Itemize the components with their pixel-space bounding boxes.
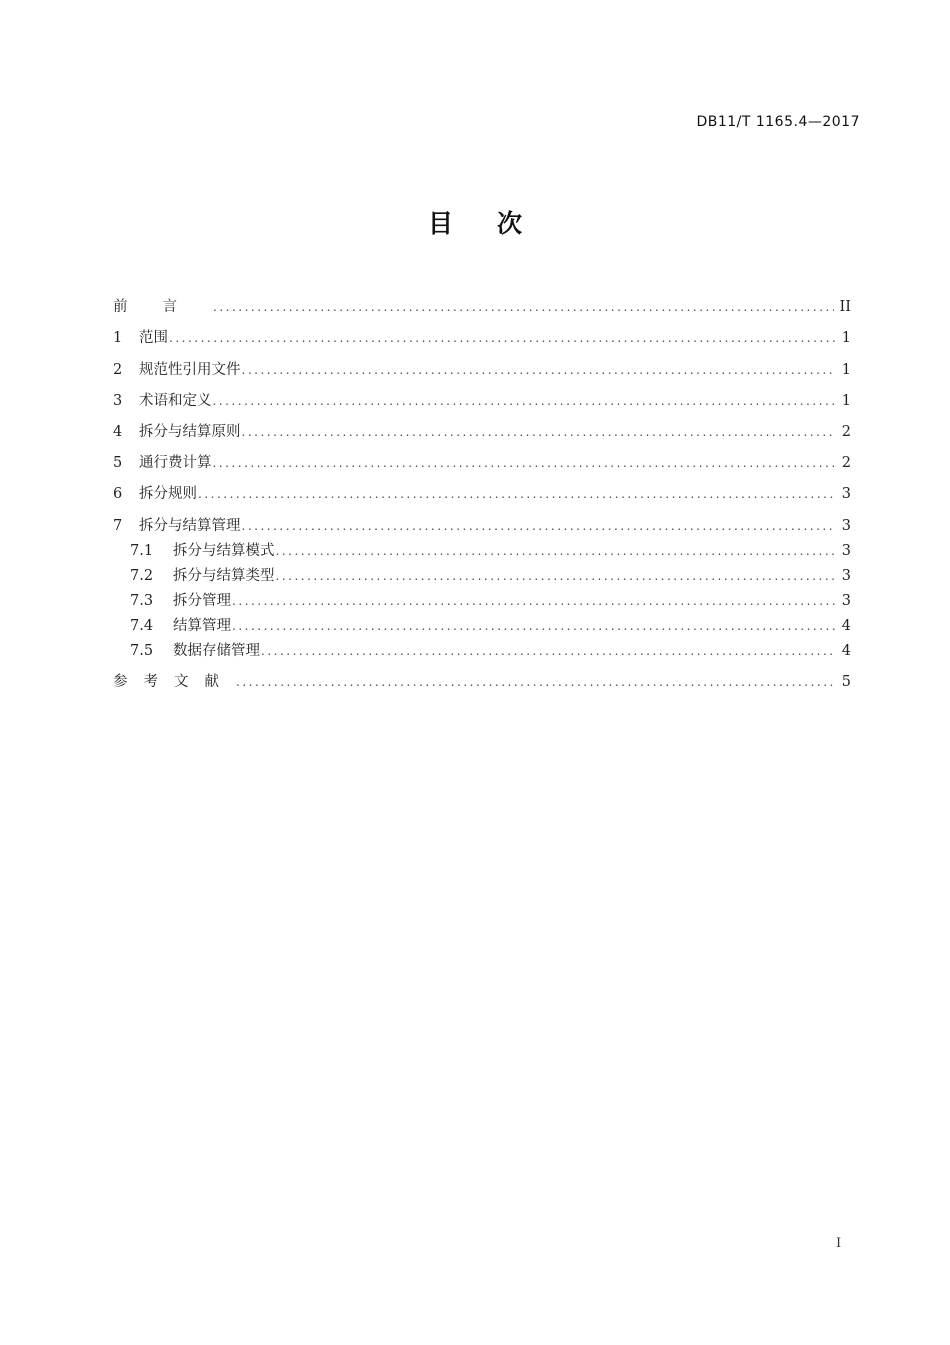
toc-entry-page: 4 <box>841 642 851 659</box>
toc-entry-label: 规范性引用文件 <box>139 361 241 378</box>
toc-entry-number: 2 <box>113 361 123 378</box>
toc-entry-7-5[interactable] <box>113 636 851 661</box>
toc-entry-page: 2 <box>841 455 851 472</box>
toc-entry-number: 7 <box>113 517 123 534</box>
toc-entry-label: 拆分规则 <box>139 486 197 503</box>
toc-entry-label: 拆分与结算原则 <box>139 423 241 440</box>
dot-leader <box>213 391 836 411</box>
dot-leader <box>213 297 834 317</box>
dot-leader <box>232 591 835 611</box>
toc-entry-label: 拆分与结算管理 <box>139 517 241 534</box>
toc-entry-label: 通行费计算 <box>139 455 212 472</box>
toc-entry-page: 1 <box>841 361 851 378</box>
toc-entry-page: 3 <box>841 592 851 609</box>
toc-entry-label: 拆分管理 <box>173 592 231 609</box>
toc-entry-number: 1 <box>113 330 123 347</box>
toc-entry-label: 参考文献 <box>113 673 235 690</box>
table-of-contents <box>113 286 851 692</box>
toc-entry-page: 2 <box>841 423 851 440</box>
dot-leader <box>198 484 835 504</box>
page-title: 目次 <box>427 209 566 238</box>
toc-entry-label: 前言 <box>113 299 212 316</box>
toc-entry-5[interactable] <box>113 442 851 473</box>
toc-entry-foreword[interactable] <box>113 286 851 317</box>
toc-entry-page: II <box>839 299 851 316</box>
toc-entry-label: 数据存储管理 <box>173 642 260 659</box>
dot-leader <box>276 566 836 586</box>
toc-entry-number: 7.3 <box>130 592 154 609</box>
toc-entry-1[interactable] <box>113 317 851 348</box>
toc-entry-number: 5 <box>113 455 123 472</box>
document-code: DB11/T 1165.4—2017 <box>696 114 860 130</box>
toc-entry-label: 拆分与结算模式 <box>173 542 275 559</box>
toc-entry-number: 7.5 <box>130 642 154 659</box>
toc-entry-number: 6 <box>113 486 123 503</box>
dot-leader <box>242 360 836 380</box>
toc-entry-7-1[interactable] <box>113 536 851 561</box>
toc-entry-7-2[interactable] <box>113 561 851 586</box>
dot-leader <box>242 422 836 442</box>
toc-entry-label: 结算管理 <box>173 617 231 634</box>
dot-leader <box>261 641 835 661</box>
dot-leader <box>213 453 836 473</box>
toc-entry-page: 3 <box>841 517 851 534</box>
toc-entry-label: 范围 <box>139 330 168 347</box>
page-number: I <box>836 1236 842 1251</box>
toc-entry-page: 5 <box>841 673 851 690</box>
toc-entry-7[interactable] <box>113 504 851 535</box>
toc-entry-page: 1 <box>841 330 851 347</box>
toc-entry-label: 拆分与结算类型 <box>173 567 275 584</box>
toc-entry-page: 4 <box>841 617 851 634</box>
toc-entry-number: 7.2 <box>130 567 154 584</box>
toc-entry-number: 7.1 <box>130 542 154 559</box>
toc-entry-page: 3 <box>841 542 851 559</box>
toc-entry-7-3[interactable] <box>113 586 851 611</box>
toc-entry-number: 7.4 <box>130 617 154 634</box>
dot-leader <box>276 541 836 561</box>
toc-entry-label: 术语和定义 <box>139 392 212 409</box>
toc-entry-page: 1 <box>841 392 851 409</box>
toc-entry-page: 3 <box>841 486 851 503</box>
dot-leader <box>169 328 835 348</box>
dot-leader <box>236 672 835 692</box>
dot-leader <box>232 616 835 636</box>
dot-leader <box>242 516 836 536</box>
toc-entry-references[interactable] <box>113 661 851 692</box>
toc-entry-4[interactable] <box>113 411 851 442</box>
toc-entry-3[interactable] <box>113 380 851 411</box>
toc-entry-7-4[interactable] <box>113 611 851 636</box>
toc-entry-page: 3 <box>841 567 851 584</box>
toc-entry-6[interactable] <box>113 473 851 504</box>
toc-entry-number: 3 <box>113 392 123 409</box>
toc-entry-number: 4 <box>113 423 123 440</box>
toc-entry-2[interactable] <box>113 348 851 379</box>
